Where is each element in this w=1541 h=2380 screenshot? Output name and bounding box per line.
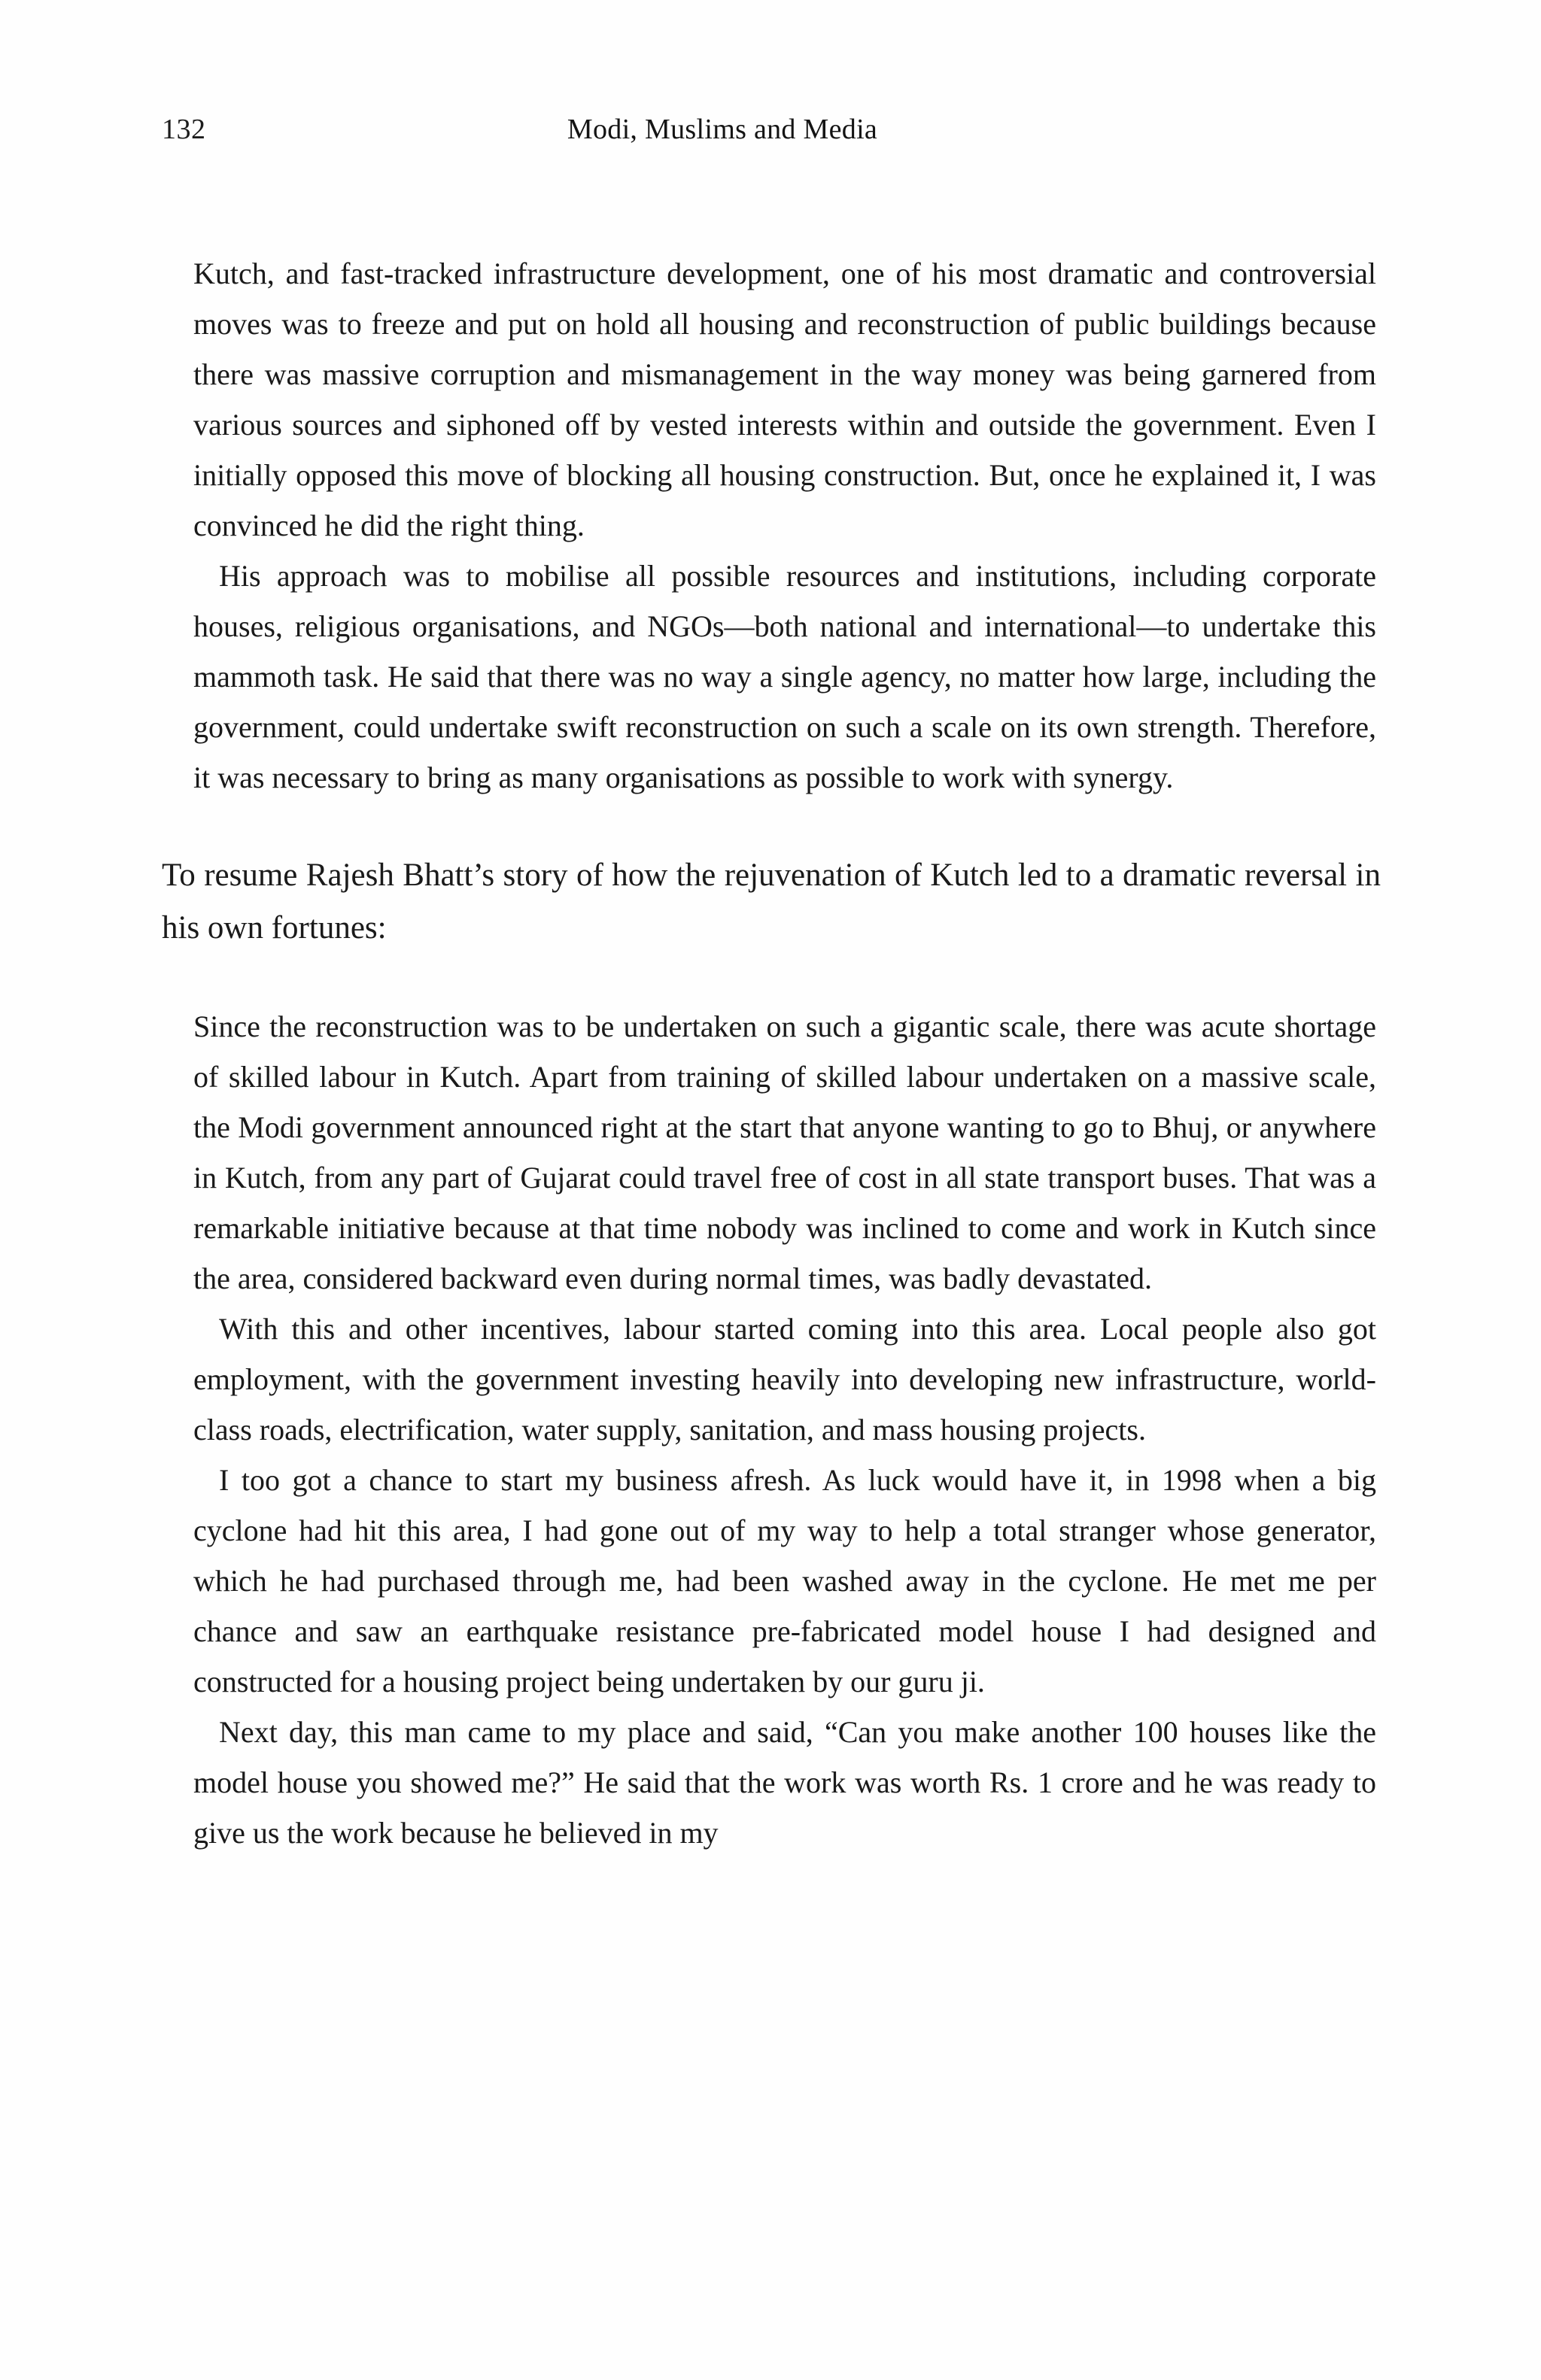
quote-paragraph-with-this: With this and other incentives, labour started coming into this area. Local people also got employment, with the government investing heavily into developing new infrastructure, world-class roads, electrification, water supply, sanitation, and mass housing projects. — [193, 1312, 1376, 1447]
paragraph-continuation: Kutch, and fast-tracked infrastructure development, one of his most dramatic and controversial moves was to freeze and put on hold all housing and reconstruction of public buildings because there was massive corruption and mismanagement in the way money was being garnered from various sources and siphoned off by vested interests within and outside the government. Even I initially opposed this move of blocking all housing construction. But, once he explained it, I was convinced he did the right thing. — [193, 257, 1376, 542]
paragraph-his-approach: His approach was to mobilise all possible resources and institutions, including corporate houses, religious organisations, and NGOs—both national and international—to undertake this mammoth task. He said that there was no way a single agency, no matter how large, including the government, could undertake swift reconstruction on such a scale on its own strength. Therefore, it was necessary to bring as many organisations as possible to work with synergy. — [193, 559, 1376, 794]
author-framing-block — [162, 849, 1381, 955]
page-header — [162, 113, 1381, 158]
quote-paragraph-since: Since the reconstruction was to be undertaken on such a gigantic scale, there was acute shortage of skilled labour in Kutch. Apart from training of skilled labour undertaken on a massive scale, the Modi government announced right at the start that anyone wanting to go to Bhuj, or anywhere in Kutch, from any part of Gujarat could travel free of cost in all state transport buses. That was a remarkable initiative because at that time nobody was inclined to come and work in Kutch since the area, considered backward even during normal times, was badly devastated. — [193, 1009, 1376, 1295]
text-column — [162, 248, 1381, 1858]
quoted-extract-block — [193, 1001, 1376, 1858]
quote-paragraph-next-day: Next day, this man came to my place and said, “Can you make another 100 houses like the model house you showed me?” He said that the work was worth Rs. 1 crore and he was ready to give us the work because he believed in my — [193, 1715, 1376, 1850]
framing-statement: To resume Rajesh Bhatt’s story of how the rejuvenation of Kutch led to a dramatic reversal in his own fortunes: — [162, 858, 1381, 946]
quote-paragraph-i-too: I too got a chance to start my business afresh. As luck would have it, in 1998 when a big cyclone had hit this area, I had gone out of my way to help a total stranger whose generator, which he had purchased through me, had been washed away in the cyclone. He met me per chance and saw an earthquake resistance pre-fabricated model house I had designed and constructed for a housing project being undertaken by our guru ji. — [193, 1463, 1376, 1698]
body-text-block — [193, 248, 1376, 803]
block-spacer — [162, 803, 1381, 849]
page-number: 132 — [162, 114, 206, 145]
running-head-title: Modi, Muslims and Media — [567, 114, 878, 145]
block-spacer — [162, 955, 1381, 1001]
